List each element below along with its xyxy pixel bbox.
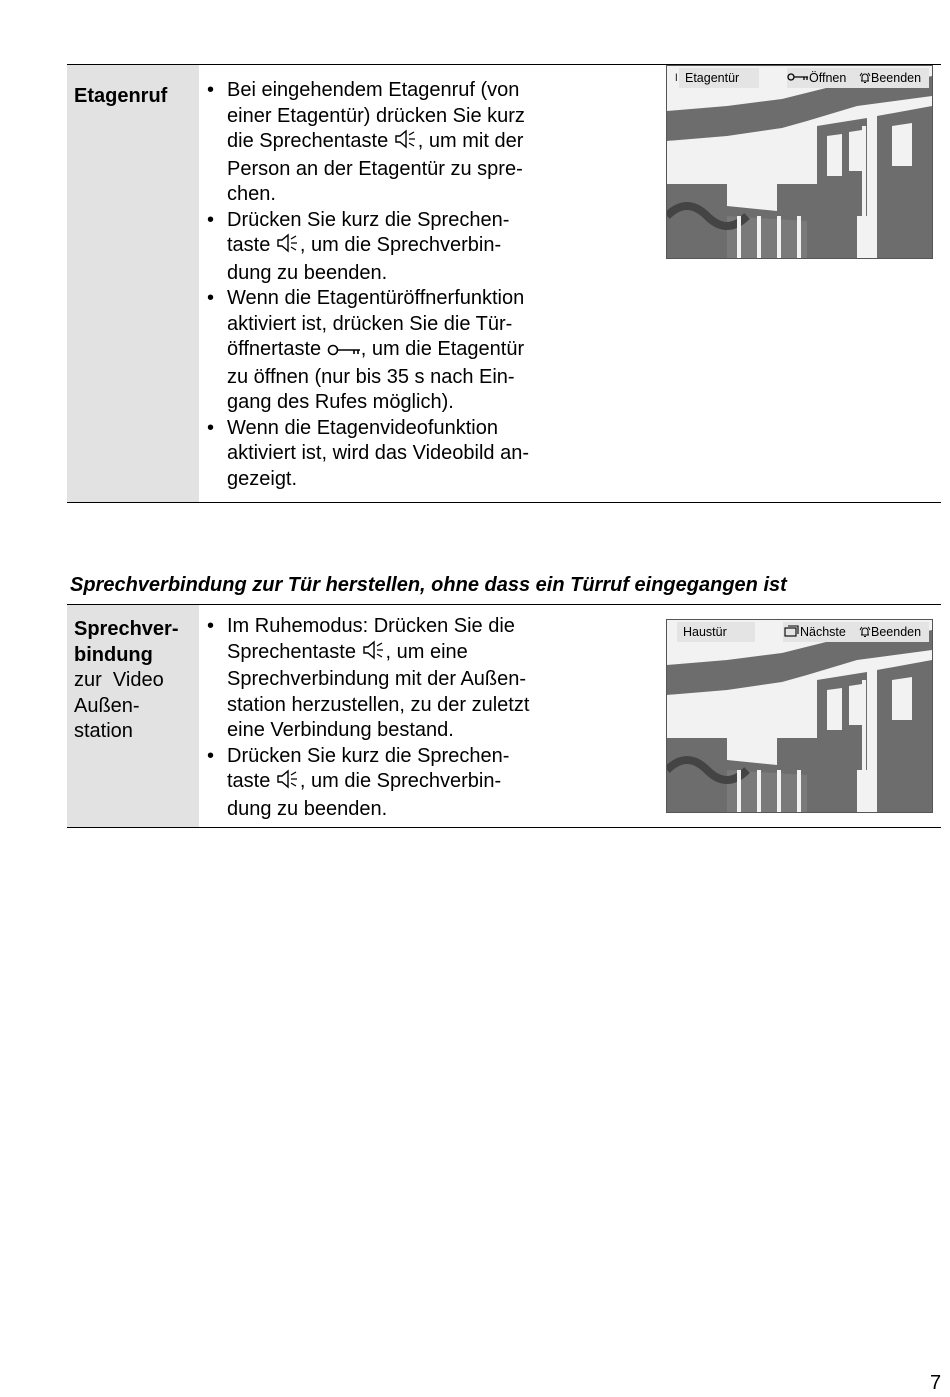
etagenruf-section [67, 64, 941, 503]
sprechverbindung-section [67, 604, 941, 828]
speaker-icon [394, 129, 418, 157]
etagenruf-screen-column [568, 65, 941, 502]
page-number: 7 [930, 1372, 942, 1394]
list-item: • Wenn die Etagentüröffnerfunktion aktiviert ist, drücken Sie die Tür- öffnertaste , um die Etagentür zu öffnen (nur bis 35 s nach Ein- gang des Rufes möglich). [205, 286, 568, 416]
speaker-icon [276, 769, 300, 797]
sprechverbindung-label-bold-1: Sprechver- [74, 618, 179, 640]
list-item: • Drücken Sie kurz die Sprechen- taste , um die Sprechverbin- dung zu beenden. [205, 208, 568, 287]
key-icon [787, 72, 809, 82]
screen-action-end[interactable]: Beenden [859, 622, 921, 642]
sprechverbindung-screen-column [568, 605, 941, 827]
screen-source-label: Etagentür [679, 68, 759, 88]
screen-source-label: Haustür [677, 622, 755, 642]
etagenruf-monitor-screen [666, 65, 933, 259]
list-item: • Wenn die Etagenvideofunktion aktiviert ist, wird das Videobild an- gezeigt. [205, 416, 568, 493]
screen-status-bar [667, 620, 932, 642]
list-item: • Im Ruhemodus: Drücken Sie die Sprechentaste , um eine Sprechverbindung mit der Außen- station herzustellen, zu der zuletzt eine Verbindung bestand. [205, 614, 568, 744]
screen-action-open[interactable]: Öffnen [787, 68, 846, 88]
sprechverbindung-label-cell [67, 605, 199, 827]
list-item: • Bei eingehendem Etagenruf (von einer Etagentür) drücken Sie kurz die Sprechentaste , um mit der Person an der Etagentür zu spre- chen. [205, 78, 568, 208]
etagenruf-bullet-list [205, 78, 568, 492]
screen-status-bar [667, 66, 932, 88]
sprechverbindung-label-rest-3: station [74, 720, 133, 742]
key-icon [327, 339, 361, 365]
speaker-icon [276, 233, 300, 261]
sprechverbindung-label-rest-1: zur Video [74, 669, 164, 691]
etagenruf-instructions [199, 65, 568, 502]
sprechverbindung-label-bold-2: bindung [74, 643, 153, 666]
list-item: • Drücken Sie kurz die Sprechen- taste , um die Sprechverbin- dung zu beenden. [205, 744, 568, 823]
next-icon [784, 625, 800, 637]
bell-icon [859, 626, 871, 637]
sprechverbindung-label-rest-2: Außen- [74, 694, 140, 717]
sprechverbindung-instructions [199, 605, 568, 827]
sprechverbindung-monitor-screen [666, 619, 933, 813]
house-video-image [667, 66, 932, 258]
section-heading: Sprechverbindung zur Tür herstellen, ohne dass ein Türruf eingegangen ist [70, 574, 787, 596]
etagenruf-label-cell [67, 65, 199, 502]
screen-action-next[interactable]: Nächste [784, 622, 846, 642]
screen-indicator-mark: ǀ [675, 73, 678, 84]
screen-action-end[interactable]: Beenden [859, 68, 921, 88]
etagenruf-label: Etagenruf [74, 85, 168, 107]
house-video-image [667, 620, 932, 812]
speaker-icon [362, 640, 386, 668]
sprechverbindung-bullet-list [205, 614, 568, 822]
bell-icon [859, 72, 871, 83]
